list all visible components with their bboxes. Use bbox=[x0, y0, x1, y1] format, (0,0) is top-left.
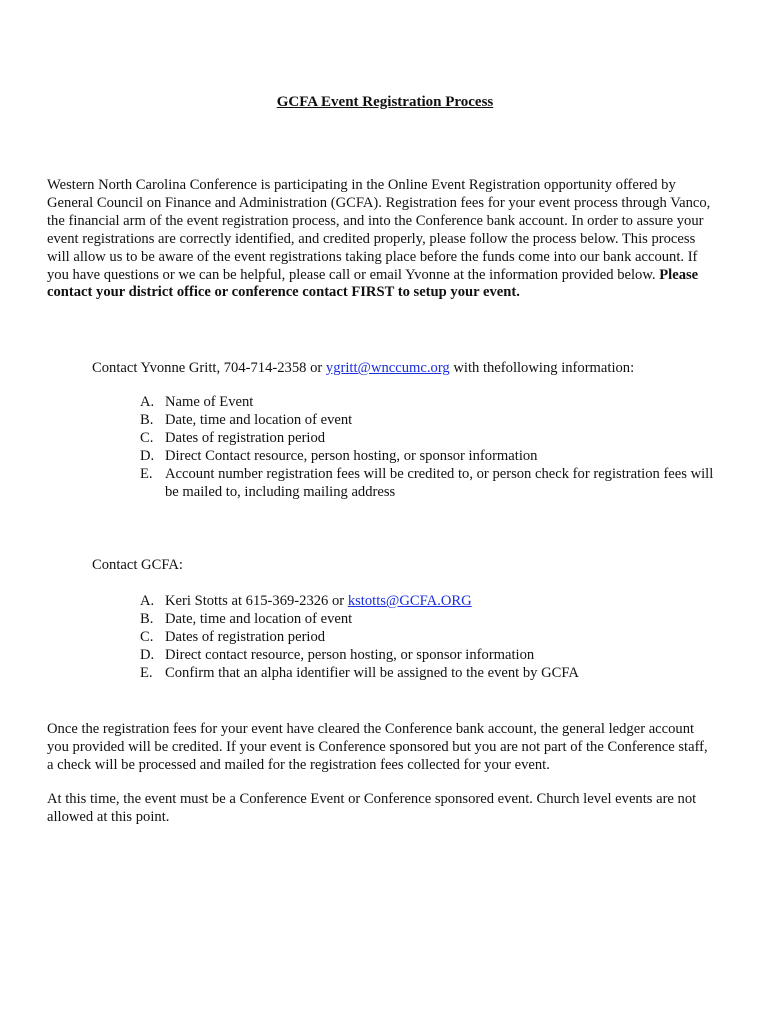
list-item-text: Direct contact resource, person hosting, or sponsor information bbox=[165, 647, 535, 663]
contact-yvonne-suffix: with thefollowing information: bbox=[449, 360, 635, 376]
list-marker: A. bbox=[140, 593, 155, 609]
document-title: GCFA Event Registration Process bbox=[276, 94, 494, 110]
contact-yvonne-prefix: Contact Yvonne Gritt, 704-714-2358 or bbox=[92, 360, 326, 376]
gcfa-info-list bbox=[140, 592, 720, 682]
list-item bbox=[140, 592, 720, 610]
list-item-text: Dates of registration period bbox=[165, 629, 326, 645]
list-item bbox=[140, 610, 720, 628]
list-item-text: Confirm that an alpha identifier will be assigned to the event by GCFA bbox=[165, 665, 579, 681]
list-item bbox=[140, 628, 720, 646]
list-item bbox=[140, 429, 720, 447]
list-item-text: Date, time and location of event bbox=[165, 412, 353, 428]
list-item-text: Direct Contact resource, person hosting, or sponsor information bbox=[165, 448, 538, 464]
intro-text: Western North Carolina Conference is participating in the Online Event Registration opportunity offered by General Council on Finance and Administration (GCFA). Registration fees for your event process through Vanco, the financial arm of the event registration process, and into the Conference bank account. In order to assure your event registrations are correctly identified, and credited properly, please follow the process below. This process will allow us to be aware of the event registrations taking place before the funds come into our bank account. If you have questions or we can be helpful, please call or email Yvonne at the information provided below. bbox=[47, 177, 711, 283]
list-item bbox=[140, 664, 720, 682]
list-marker: E. bbox=[140, 466, 153, 482]
list-item-text: Date, time and location of event bbox=[165, 611, 353, 627]
list-item bbox=[140, 393, 720, 411]
list-item-text: Name of Event bbox=[165, 394, 254, 410]
list-item-text: Account number registration fees will be credited to, or person check for registration fees will be mailed to, including mailing address bbox=[165, 466, 714, 500]
list-item bbox=[140, 646, 720, 664]
list-item bbox=[140, 411, 720, 429]
list-marker: E. bbox=[140, 665, 153, 681]
list-marker: C. bbox=[140, 629, 154, 645]
list-marker: C. bbox=[140, 430, 154, 446]
contact-gcfa-heading: Contact GCFA: bbox=[92, 557, 183, 573]
list-item bbox=[140, 465, 720, 501]
gcfa-email-link[interactable]: kstotts@GCFA.ORG bbox=[347, 593, 472, 609]
list-item bbox=[140, 447, 720, 465]
intro-bold-text: Please contact your district office or conference contact FIRST to setup your event. bbox=[47, 266, 699, 301]
yvonne-email-link[interactable]: ygritt@wnccumc.org bbox=[325, 360, 450, 376]
intro-paragraph bbox=[47, 177, 717, 302]
gcfa-item-a-prefix: Keri Stotts at 615-369-2326 or bbox=[165, 593, 348, 609]
list-item-text: Dates of registration period bbox=[165, 430, 326, 446]
list-marker: B. bbox=[140, 412, 154, 428]
list-marker: A. bbox=[140, 394, 155, 410]
yvonne-info-list bbox=[140, 393, 720, 501]
list-marker: B. bbox=[140, 611, 154, 627]
list-marker: D. bbox=[140, 448, 155, 464]
list-marker: D. bbox=[140, 647, 155, 663]
contact-yvonne-line bbox=[92, 359, 634, 377]
cleared-paragraph: Once the registration fees for your event have cleared the Conference bank account, the general ledger account you provided will be credited. If your event is Conference sponsored but you are not part of the Conference staff, a check will be processed and mailed for the registration fees collected for your event. bbox=[47, 721, 708, 773]
at-this-time-paragraph: At this time, the event must be a Conference Event or Conference sponsored event. Church level events are not allowed at this point. bbox=[47, 791, 697, 825]
